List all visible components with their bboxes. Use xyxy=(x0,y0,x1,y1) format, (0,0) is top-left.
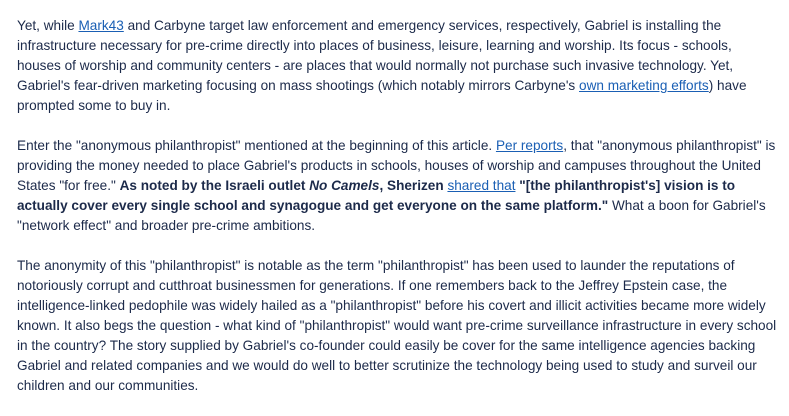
paragraph-1 xyxy=(17,16,779,116)
p2-bold-2: , Sherizen xyxy=(379,178,448,193)
mark43-link[interactable]: Mark43 xyxy=(78,18,124,33)
per-reports-link[interactable]: Per reports xyxy=(495,138,564,153)
p2-bold-italic xyxy=(309,178,379,193)
paragraph-2 xyxy=(17,136,779,236)
p2-text-3: What a boon for Gabriel's "network effect" and broader pre-crime ambitions. xyxy=(17,198,766,233)
no-camels-title: No Camels xyxy=(309,178,380,193)
p2-text-2: , that "anonymous philanthropist" is providing the money needed to place Gabriel's products in schools, houses of worship and campuses throughout the United States "for free." xyxy=(17,138,776,193)
article-body xyxy=(17,16,779,416)
p2-bold-1: As noted by the Israeli outlet xyxy=(119,178,310,193)
p2-text-1: Enter the "anonymous philanthropist" mentioned at the beginning of this article. xyxy=(17,138,496,153)
p2-bold-quote: "[the philanthropist's] vision is to actually cover every single school and synagogue and get everyone on the same platform." xyxy=(17,178,736,213)
p1-text-3: ) have prompted some to buy in. xyxy=(17,78,747,113)
p1-text-2: and Carbyne target law enforcement and emergency services, respectively, Gabriel is installing the infrastructure necessary for pre-crime directly into places of business, leisure, learning and worship. Its focus - schools, houses of worship and community centers - are places that would normally not purchase such invasive technology. Yet, Gabriel's fear-driven marketing focusing on mass shootings (which notably mirrors Carbyne's xyxy=(17,18,734,93)
shared-that-link[interactable]: shared that xyxy=(447,178,516,193)
own-marketing-efforts-link[interactable]: own marketing efforts xyxy=(579,78,709,93)
paragraph-3: The anonymity of this "philanthropist" is notable as the term "philanthropist" has been used to launder the reputations of notoriously corrupt and cutthroat businessmen for generations. If one remembers back to the Jeffrey Epstein case, the intelligence-linked pedophile was widely hailed as a "philanthropist" before his covert and illicit activities became more widely known. It also begs the question - what kind of "philanthropist" would want pre-crime surveillance infrastructure in every school in the country? The story supplied by Gabriel's co-founder could easily be cover for the same intelligence agencies backing Gabriel and related companies and we would do well to better scrutinize the technology being used to study and surveil our children and our communities. xyxy=(17,258,777,393)
p1-text-1: Yet, while xyxy=(17,18,79,33)
